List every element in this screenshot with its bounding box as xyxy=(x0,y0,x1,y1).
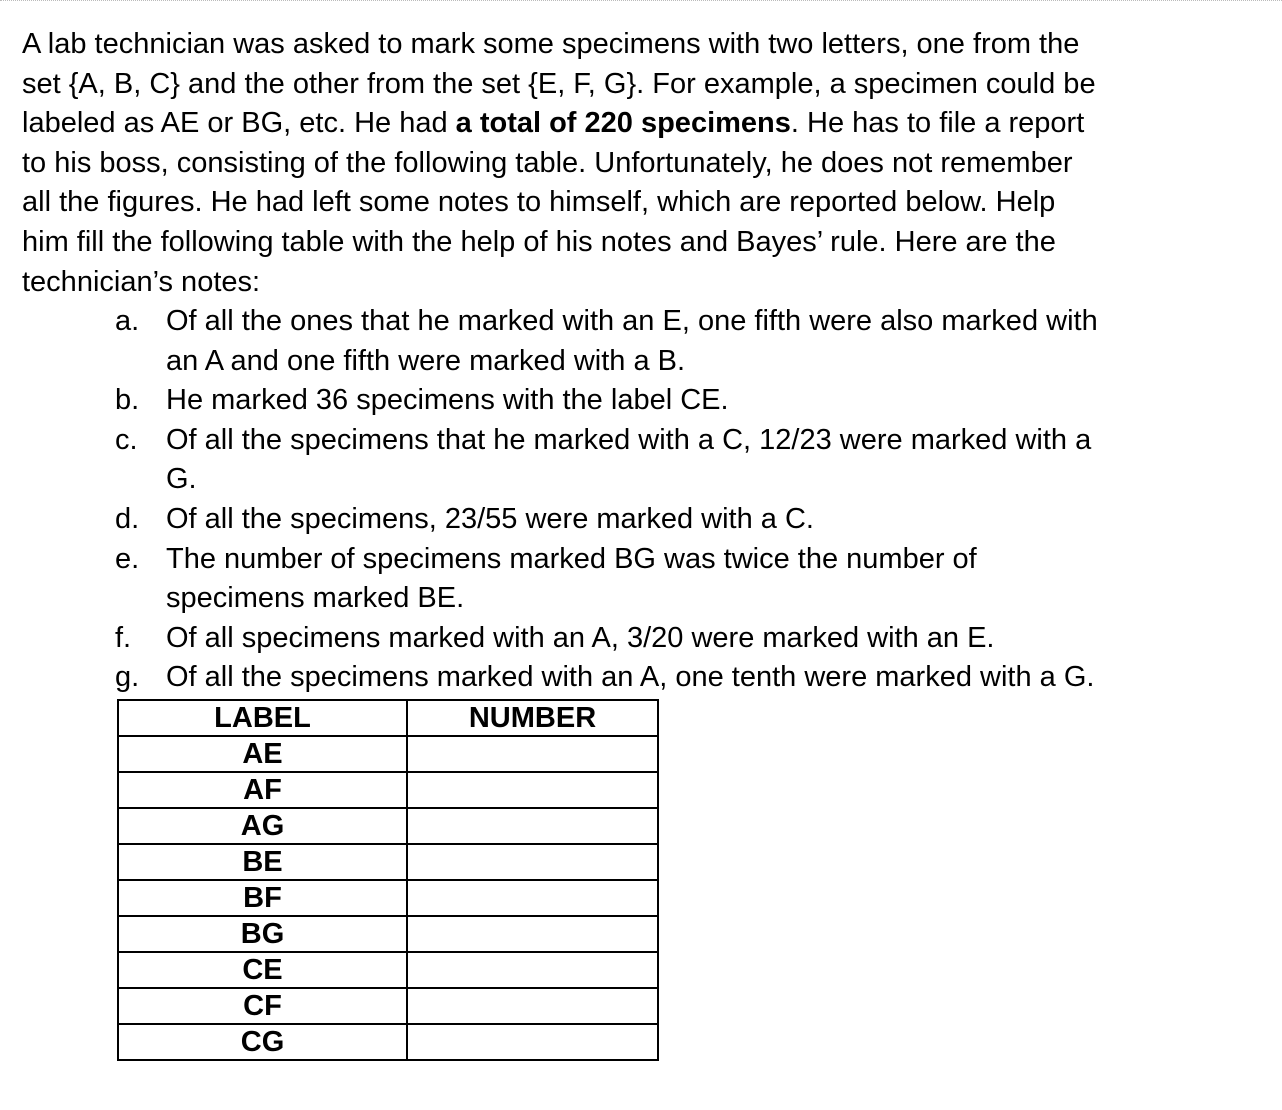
note-text: He marked 36 specimens with the label CE. xyxy=(166,384,729,417)
row-number-cell[interactable] xyxy=(407,952,658,988)
intro-line-3-start: labeled as AE or BG, etc. He had xyxy=(22,107,456,140)
row-label: CF xyxy=(118,988,407,1024)
table-row xyxy=(118,772,658,808)
row-label: AG xyxy=(118,808,407,844)
note-text: Of all the specimens marked with an A, one tenth were marked with a G. xyxy=(166,661,1095,694)
row-number-cell[interactable] xyxy=(407,1024,658,1060)
note-text: Of all the specimens, 23/55 were marked with a C. xyxy=(166,502,814,535)
note-text: Of all the specimens that he marked with a C, 12/23 were marked with a xyxy=(166,423,1092,456)
table-row xyxy=(118,1024,658,1060)
row-label: CG xyxy=(118,1024,407,1060)
intro-line: A lab technician was asked to mark some specimens with two letters, one from the xyxy=(22,28,1080,60)
table-row xyxy=(118,736,658,772)
note-marker: d. xyxy=(115,502,140,535)
note-text: an A and one fifth were marked with a B. xyxy=(166,344,686,377)
row-number-cell[interactable] xyxy=(407,736,658,772)
table-header-row xyxy=(118,700,658,736)
intro-paragraph xyxy=(22,25,1262,302)
table-row xyxy=(118,808,658,844)
note-item-f xyxy=(115,619,1265,659)
note-marker: f. xyxy=(115,621,132,654)
row-label: CE xyxy=(118,952,407,988)
note-item-a xyxy=(115,302,1265,381)
note-marker: c. xyxy=(115,423,138,456)
table-row xyxy=(118,952,658,988)
top-dotted-rule xyxy=(0,0,1282,4)
row-number-cell[interactable] xyxy=(407,772,658,808)
table-row xyxy=(118,916,658,952)
note-marker: e. xyxy=(115,542,140,575)
table-row xyxy=(118,880,658,916)
row-label: AF xyxy=(118,772,407,808)
intro-line: set {A, B, C} and the other from the set {E, F, G}. For example, a specimen could be xyxy=(22,67,1096,100)
row-number-cell[interactable] xyxy=(407,808,658,844)
note-item-d xyxy=(115,500,1265,540)
note-marker: a. xyxy=(115,305,140,337)
row-label: BG xyxy=(118,916,407,952)
note-item-g xyxy=(115,658,1265,698)
note-text: Of all specimens marked with an A, 3/20 were marked with an E. xyxy=(166,621,995,654)
row-label: BF xyxy=(118,880,407,916)
row-number-cell[interactable] xyxy=(407,844,658,880)
row-label: AE xyxy=(118,736,407,772)
row-number-cell[interactable] xyxy=(407,880,658,916)
note-text: The number of specimens marked BG was twice the number of xyxy=(166,542,977,575)
intro-line-3-end: . He has to file a report xyxy=(790,107,1085,140)
intro-line xyxy=(22,104,1262,144)
intro-line: to his boss, consisting of the following table. Unfortunately, he does not remember xyxy=(22,146,1073,179)
specimen-report-table xyxy=(117,699,659,1061)
intro-line: him fill the following table with the help of his notes and Bayes’ rule. Here are the xyxy=(22,225,1056,258)
technician-notes-list xyxy=(115,302,1265,698)
row-label: BE xyxy=(118,844,407,880)
note-text: Of all the ones that he marked with an E, one fifth were also marked with xyxy=(166,305,1098,337)
total-specimens-emphasis: a total of 220 specimens xyxy=(455,107,791,140)
note-text: specimens marked BE. xyxy=(166,582,465,615)
table-row xyxy=(118,988,658,1024)
note-marker: b. xyxy=(115,384,140,417)
note-item-b xyxy=(115,381,1265,421)
intro-line: all the figures. He had left some notes to himself, which are reported below. Help xyxy=(22,186,1056,219)
note-text: G. xyxy=(166,463,197,496)
table-row xyxy=(118,844,658,880)
note-item-c xyxy=(115,421,1265,500)
row-number-cell[interactable] xyxy=(407,988,658,1024)
number-column-header: NUMBER xyxy=(407,700,658,736)
row-number-cell[interactable] xyxy=(407,916,658,952)
note-marker: g. xyxy=(115,661,140,694)
intro-line: technician’s notes: xyxy=(22,265,261,298)
note-item-e xyxy=(115,540,1265,619)
label-column-header: LABEL xyxy=(118,700,407,736)
